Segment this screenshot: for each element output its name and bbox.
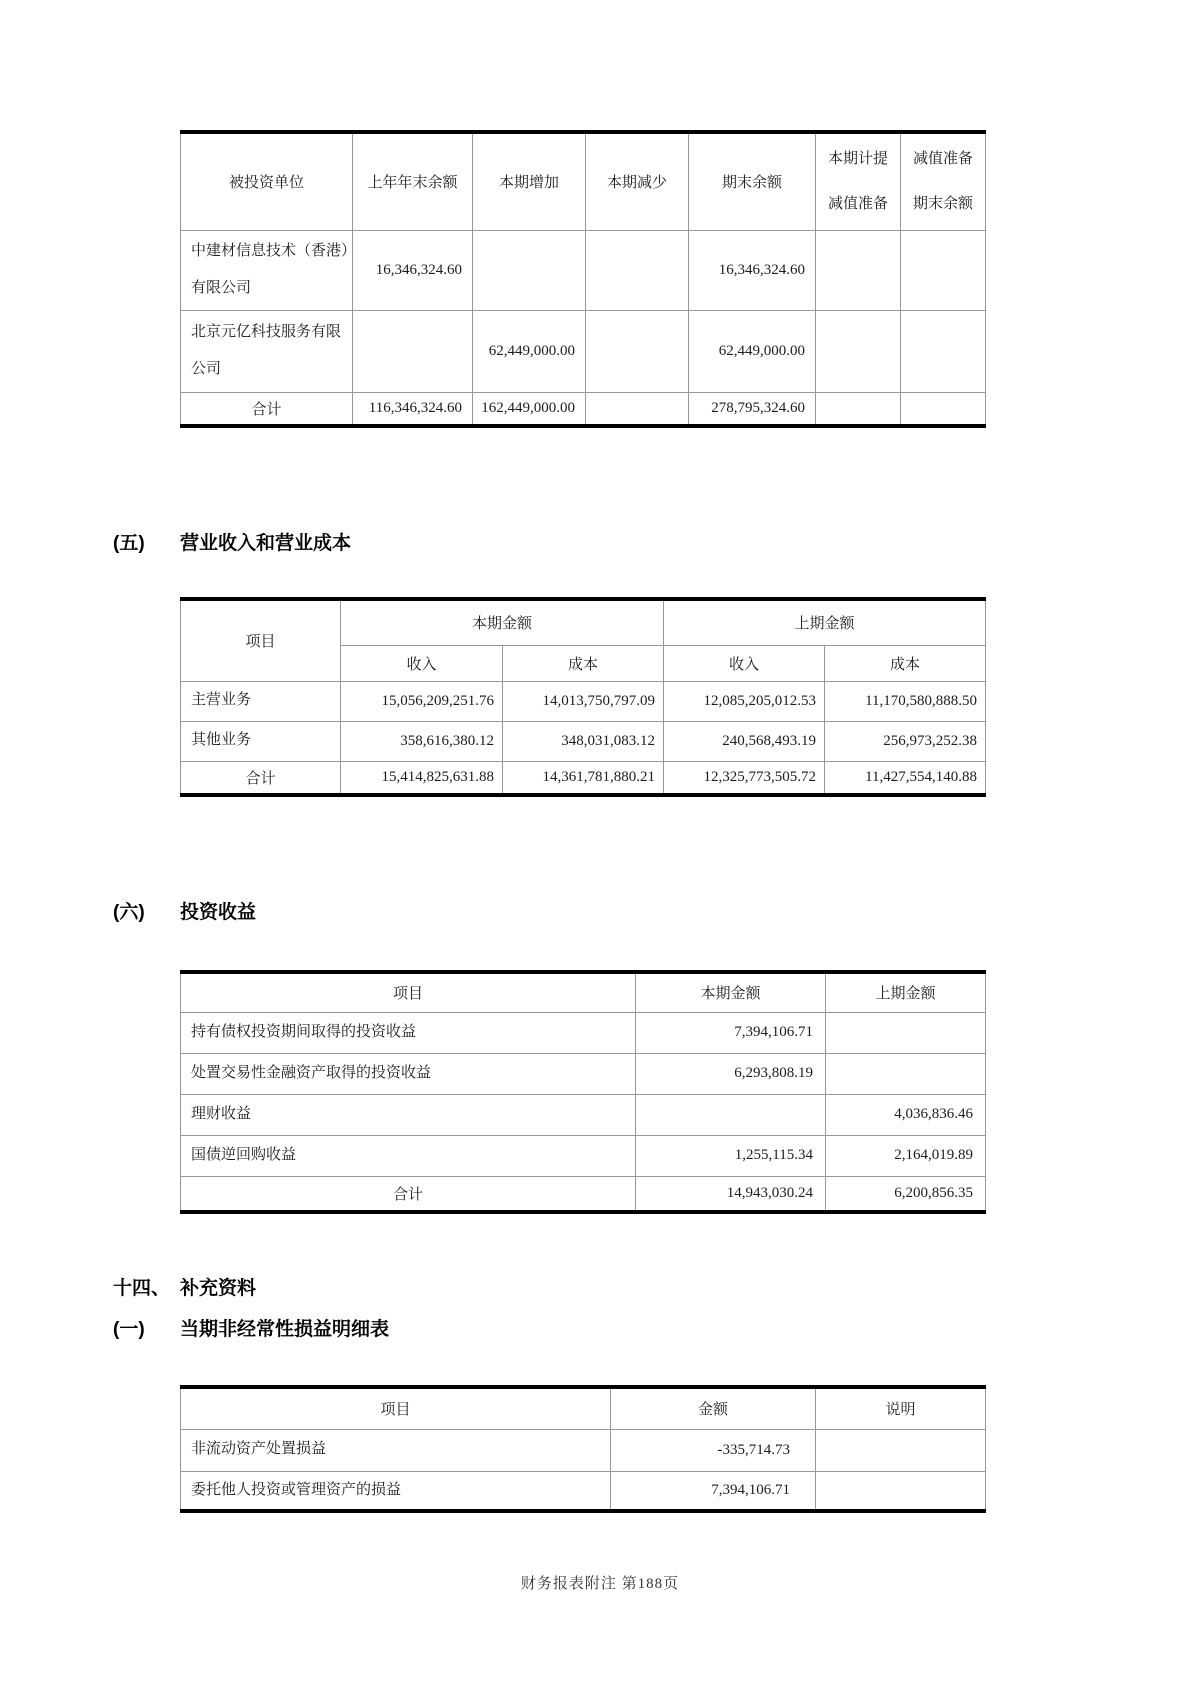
cell-item: 理财收益 (181, 1094, 636, 1135)
table-row (181, 1429, 986, 1471)
cell-item: 处置交易性金融资产取得的投资收益 (181, 1053, 636, 1094)
cell-total-prior: 116,346,324.60 (353, 392, 473, 426)
header-prior-period: 上期金额 (664, 599, 986, 645)
cell-item: 主营业务 (181, 681, 341, 721)
revenue-cost-table (180, 597, 986, 797)
cell-total-impairment-ending (901, 392, 986, 426)
cell-current-income: 358,616,380.12 (341, 721, 503, 761)
cell-prior-balance (353, 310, 473, 392)
section-title: 营业收入和营业成本 (180, 533, 352, 554)
table-row (181, 1471, 986, 1511)
header-item: 项目 (181, 599, 341, 681)
section-number: (五) (113, 533, 145, 554)
section-5-heading (113, 528, 351, 555)
cell-decrease (586, 310, 689, 392)
table-row (181, 310, 986, 392)
cell-impairment-ending (901, 310, 986, 392)
header-line: 本期计提 (827, 150, 888, 167)
cell-amount: 7,394,106.71 (611, 1471, 816, 1511)
section-6-heading (113, 897, 256, 924)
cell-total-increase: 162,449,000.00 (473, 392, 586, 426)
cell-total-current-income: 15,414,825,631.88 (341, 761, 503, 795)
cell-total-label: 合计 (181, 1176, 636, 1212)
cell-increase (473, 230, 586, 310)
table-total-row (181, 761, 986, 795)
cell-item: 持有债权投资期间取得的投资收益 (181, 1012, 636, 1053)
cell-note (816, 1471, 986, 1511)
cell-prior-income: 240,568,493.19 (664, 721, 825, 761)
cell-current-cost: 14,013,750,797.09 (503, 681, 664, 721)
cell-prior-amount: 4,036,836.46 (826, 1094, 986, 1135)
table-row (181, 230, 986, 310)
table-row (181, 721, 986, 761)
table-row (181, 681, 986, 721)
table-header-row (181, 1387, 986, 1429)
cell-total-prior: 6,200,856.35 (826, 1176, 986, 1212)
header-decrease: 本期减少 (586, 132, 689, 230)
header-note: 说明 (816, 1387, 986, 1429)
section-14-heading (113, 1273, 256, 1300)
header-income: 收入 (341, 645, 503, 681)
header-ending-balance: 期末余额 (689, 132, 816, 230)
header-income: 收入 (664, 645, 825, 681)
investment-income-table (180, 970, 986, 1214)
cell-prior-amount (826, 1012, 986, 1053)
cell-item: 国债逆回购收益 (181, 1135, 636, 1176)
table-row (181, 1094, 986, 1135)
cell-note (816, 1429, 986, 1471)
cell-total-impairment (816, 392, 901, 426)
header-increase: 本期增加 (473, 132, 586, 230)
table-total-row (181, 392, 986, 426)
cell-impairment (816, 230, 901, 310)
section-title: 补充资料 (180, 1278, 257, 1299)
header-invested-unit: 被投资单位 (181, 132, 353, 230)
cell-total-label: 合计 (181, 392, 353, 426)
section-number: 十四、 (113, 1278, 171, 1299)
cell-current-income: 15,056,209,251.76 (341, 681, 503, 721)
table-header-row (181, 972, 986, 1012)
header-cost: 成本 (825, 645, 986, 681)
cell-item: 非流动资产处置损益 (181, 1429, 611, 1471)
table-row (181, 1053, 986, 1094)
header-impairment-provision (816, 132, 901, 230)
cell-item: 其他业务 (181, 721, 341, 761)
header-item: 项目 (181, 972, 636, 1012)
table-header-row (181, 599, 986, 645)
section-title: 当期非经常性损益明细表 (180, 1319, 390, 1340)
header-prior-period: 上期金额 (826, 972, 986, 1012)
cell-total-prior-income: 12,325,773,505.72 (664, 761, 825, 795)
cell-total-label: 合计 (181, 761, 341, 795)
header-line: 期末余额 (912, 195, 973, 212)
header-current-period: 本期金额 (341, 599, 664, 645)
page-footer: 财务报表附注 第188页 (520, 1576, 680, 1592)
cell-current-amount: 7,394,106.71 (636, 1012, 826, 1053)
cell-total-current-cost: 14,361,781,880.21 (503, 761, 664, 795)
cell-ending-balance: 16,346,324.60 (689, 230, 816, 310)
header-amount: 金额 (611, 1387, 816, 1429)
cell-current-amount: 1,255,115.34 (636, 1135, 826, 1176)
cell-prior-balance: 16,346,324.60 (353, 230, 473, 310)
investment-units-table (180, 130, 986, 428)
cell-total-current: 14,943,030.24 (636, 1176, 826, 1212)
header-line: 减值准备 (827, 195, 888, 212)
header-current-period: 本期金额 (636, 972, 826, 1012)
cell-prior-cost: 256,973,252.38 (825, 721, 986, 761)
section-title: 投资收益 (180, 902, 257, 923)
header-item: 项目 (181, 1387, 611, 1429)
cell-unit-name: 北京元亿科技服务有限公司 (181, 310, 353, 392)
header-line: 减值准备 (912, 150, 973, 167)
cell-decrease (586, 230, 689, 310)
cell-total-ending: 278,795,324.60 (689, 392, 816, 426)
cell-unit-name: 中建材信息技术（香港）有限公司 (181, 230, 353, 310)
section-14-1-heading (113, 1314, 389, 1341)
section-number: (六) (113, 902, 145, 923)
cell-ending-balance: 62,449,000.00 (689, 310, 816, 392)
header-cost: 成本 (503, 645, 664, 681)
cell-item: 委托他人投资或管理资产的损益 (181, 1471, 611, 1511)
cell-total-prior-cost: 11,427,554,140.88 (825, 761, 986, 795)
cell-current-amount (636, 1094, 826, 1135)
table-total-row (181, 1176, 986, 1212)
cell-prior-amount: 2,164,019.89 (826, 1135, 986, 1176)
nonrecurring-items-table (180, 1385, 986, 1513)
cell-prior-income: 12,085,205,012.53 (664, 681, 825, 721)
header-prior-year-end: 上年年末余额 (353, 132, 473, 230)
table-header-row (181, 132, 986, 230)
cell-amount: -335,714.73 (611, 1429, 816, 1471)
cell-prior-cost: 11,170,580,888.50 (825, 681, 986, 721)
cell-prior-amount (826, 1053, 986, 1094)
cell-current-amount: 6,293,808.19 (636, 1053, 826, 1094)
cell-impairment-ending (901, 230, 986, 310)
header-impairment-ending (901, 132, 986, 230)
cell-total-decrease (586, 392, 689, 426)
cell-increase: 62,449,000.00 (473, 310, 586, 392)
table-row (181, 1012, 986, 1053)
cell-impairment (816, 310, 901, 392)
section-number: (一) (113, 1319, 145, 1340)
cell-current-cost: 348,031,083.12 (503, 721, 664, 761)
table-row (181, 1135, 986, 1176)
